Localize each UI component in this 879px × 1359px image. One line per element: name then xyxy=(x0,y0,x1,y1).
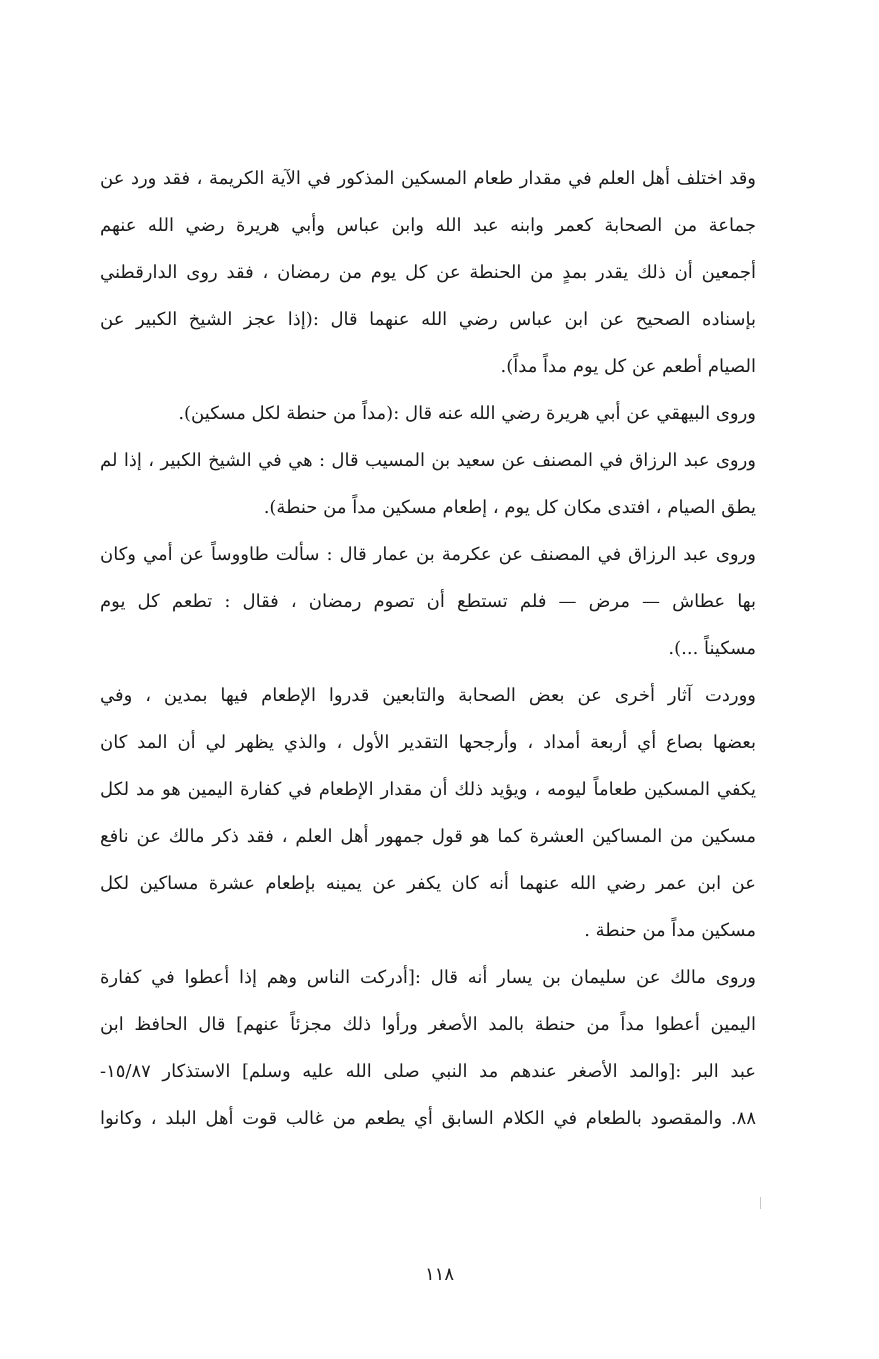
text-line: أجمعين أن ذلك يقدر بمدٍ من الحنطة عن كل يوم من رمضان ، فقد روى الدارقطني xyxy=(100,262,756,283)
text-line: وروى عبد الرزاق في المصنف عن عكرمة بن عمار قال : سألت طاووساً عن أمي وكان xyxy=(100,544,756,565)
text-line: ووردت آثار أخرى عن بعض الصحابة والتابعين قدروا الإطعام فيها بمدين ، وفي xyxy=(100,685,756,706)
text-line: وروى مالك عن سليمان بن يسار أنه قال :[أدركت الناس وهم إذا أعطوا في كفارة xyxy=(100,967,756,988)
text-line: عبد البر :[والمد الأصغر عندهم مد النبي صلى الله عليه وسلم] الاستذكار ١٥/٨٧- xyxy=(100,1061,756,1082)
text-line: بها عطاش — مرض — فلم تستطع أن تصوم رمضان ، فقال : تطعم كل يوم xyxy=(100,591,756,612)
text-line: بعضها بصاع أي أربعة أمداد ، وأرجحها التقدير الأول ، والذي يظهر لي أن المد كان xyxy=(100,732,756,753)
text-line: وروى البيهقي عن أبي هريرة رضي الله عنه قال :(مداً من حنطة لكل مسكين). xyxy=(178,403,756,424)
text-line: مسكين مداً من حنطة . xyxy=(584,920,756,941)
text-line: مسكين من المساكين العشرة كما هو قول جمهور أهل العلم ، فقد ذكر مالك عن نافع xyxy=(100,826,756,847)
text-line: عن ابن عمر رضي الله عنهما أنه كان يكفر عن يمينه بإطعام عشرة مساكين لكل xyxy=(100,873,756,894)
text-line: اليمين أعطوا مداً من حنطة بالمد الأصغر ورأوا ذلك مجزئاً عنهم] قال الحافظ ابن xyxy=(100,1014,756,1035)
text-line: الصيام أطعم عن كل يوم مداً مداً). xyxy=(500,356,756,377)
text-line: وروى عبد الرزاق في المصنف عن سعيد بن المسيب قال : هي في الشيخ الكبير ، إذا لم xyxy=(100,450,756,471)
page-number: ١١٨ xyxy=(424,1264,454,1285)
text-line: جماعة من الصحابة كعمر وابنه عبد الله وابن عباس وأبي هريرة رضي الله عنهم xyxy=(100,215,756,236)
text-line: يكفي المسكين طعاماً ليومه ، ويؤيد ذلك أن مقدار الإطعام في كفارة اليمين هو مد لكل xyxy=(100,779,756,800)
margin-mark xyxy=(760,1197,761,1209)
body-text xyxy=(100,155,756,1142)
text-line: وقد اختلف أهل العلم في مقدار طعام المسكين المذكور في الآية الكريمة ، فقد ورد عن xyxy=(100,168,756,189)
text-line: مسكيناً ...). xyxy=(668,638,756,659)
text-line: بإسناده الصحيح عن ابن عباس رضي الله عنهما قال :(إذا عجز الشيخ الكبير عن xyxy=(100,309,756,330)
text-line: ٨٨. والمقصود بالطعام في الكلام السابق أي يطعم من غالب قوت أهل البلد ، وكانوا xyxy=(100,1108,756,1129)
text-line: يطق الصيام ، افتدى مكان كل يوم ، إطعام مسكين مداً من حنطة). xyxy=(263,497,756,518)
